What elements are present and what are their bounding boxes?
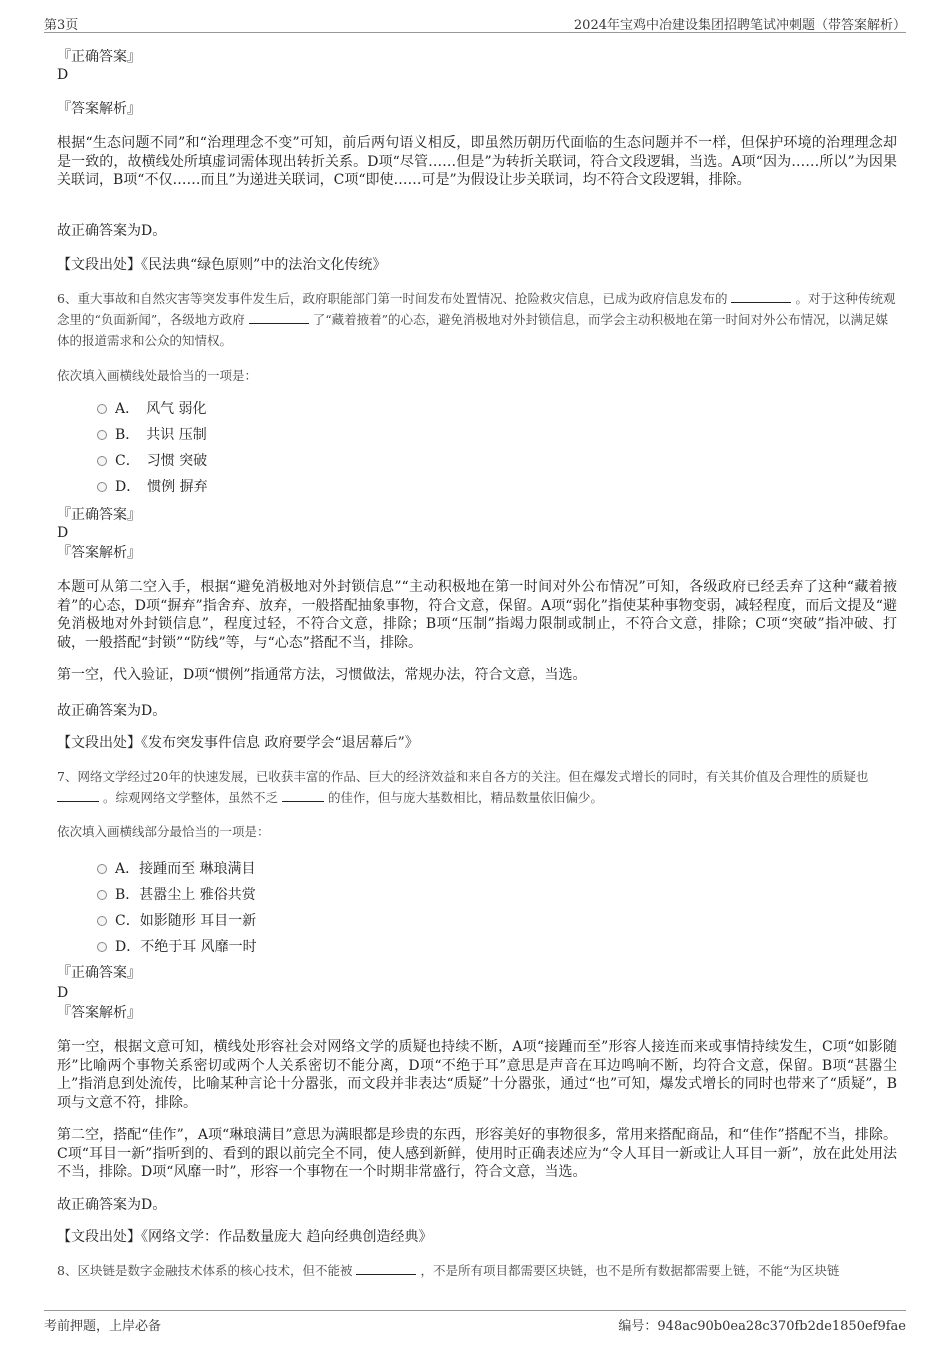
q7-stem-part-1: 7、网络文学经过20年的快速发展，已收获丰富的作品、巨大的经济效益和来自各方的关注。但在爆发式增长的同时，有关其价值及合理性的质疑也 [57,769,869,784]
q7-analysis-label: 『答案解析』 [57,1005,141,1021]
option-label: B．甚嚣尘上 雅俗共赏 [115,887,256,903]
q6-stem-part-3: 了“藏着掖着”的心态，避免消极地对外封锁信息，而学会主动积极地在第一时间对外公布情况，以满足媒体的报道需求和公众的知情权。 [57,312,889,348]
option-label: D． 惯例 摒弃 [115,479,208,495]
radio-icon[interactable] [97,456,107,466]
q7-option-c[interactable] [57,910,897,936]
q6-source: 【文段出处】《发布突发事件信息 政府要学会“退居幕后”》 [57,735,419,751]
q6-answer-label: 『正确答案』 [57,507,141,523]
q7-prompt: 依次填入画横线部分最恰当的一项是： [57,824,270,839]
option-label: C．如影随形 耳目一新 [115,913,257,929]
option-label: A．接踵而至 琳琅满目 [115,861,256,877]
q7-options [57,858,897,962]
q6-option-c[interactable] [57,450,897,476]
q7-blank-1 [57,789,99,802]
q7-stem-part-3: 的佳作，但与庞大基数相比，精品数量依旧偏少。 [327,790,603,805]
document-id: 编号：948ac90b0ea28c370fb2de1850ef9fae [618,1319,906,1334]
q8-stem-part-1: 8、区块链是数字金融技术体系的核心技术，但不能被 [57,1263,353,1278]
q7-conclusion: 故正确答案为D。 [57,1197,167,1213]
document-title: 2024年宝鸡中冶建设集团招聘笔试冲刺题（带答案解析） [573,18,906,33]
q5-analysis-text: 根据“生态问题不同”和“治理理念不变”可知，前后两句语义相反，即虽然历朝历代面临的生态问题并不一样，但保护环境的治理理念却是一致的，故横线处所填虚词需体现出转折关系。D项“尽管……但是”为转折关联词，符合文段逻辑，当选。A项“因为……所以”为因果关联词，B项“不仅……而且”为递进关联词，C项“即使……可是”为假设让步关联词，均不符合文段逻辑，排除。 [57,135,897,188]
radio-icon[interactable] [97,890,107,900]
q6-conclusion: 故正确答案为D。 [57,703,167,719]
radio-icon[interactable] [97,942,107,952]
q6-analysis-text-1: 本题可从第二空入手，根据“避免消极地对外封锁信息”“主动积极地在第一时间对外公布情况”可知，各级政府已经丢弃了这种“藏着掖着”的心态，D项“摒弃”指舍弃、放弃，一般搭配抽象事物，符合文意，保留。A项“弱化”指使某种事物变弱，减轻程度，而后文提及“避免消极地对外封锁信息”，程度过轻，不符合文意，排除；B项“压制”指竭力限制或制止，不符合文意，排除；C项“突破”指冲破、打破，一般搭配“封锁”“防线”等，与“心态”搭配不当，排除。 [57,579,897,651]
q7-source: 【文段出处】《网络文学：作品数量庞大 趋向经典创造经典》 [57,1229,433,1245]
q5-analysis-label: 『答案解析』 [57,101,141,117]
q6-blank-1 [731,290,791,303]
page-header [44,10,906,33]
q6-options [57,398,897,502]
q5-source: 【文段出处】《民法典“绿色原则”中的法治文化传统》 [57,257,387,273]
q5-answer: D [57,67,69,83]
q7-stem [57,766,897,808]
q7-blank-2 [282,789,324,802]
radio-icon[interactable] [97,864,107,874]
footer-slogan: 考前押题，上岸必备 [44,1319,162,1334]
q7-option-b[interactable] [57,884,897,910]
q6-analysis-label: 『答案解析』 [57,545,141,561]
radio-icon[interactable] [97,404,107,414]
option-label: B． 共识 压制 [115,427,207,443]
q6-option-a[interactable] [57,398,897,424]
q6-stem-part-2: 。对于这种传统观念里的“负面新闻”，各级地方政府 [57,291,896,327]
option-label: D．不绝于耳 风靡一时 [115,939,257,955]
radio-icon[interactable] [97,482,107,492]
q6-prompt: 依次填入画横线处最恰当的一项是： [57,368,258,383]
q8-stem [57,1260,897,1281]
option-label: C． 习惯 突破 [115,453,208,469]
radio-icon[interactable] [97,430,107,440]
q7-option-d[interactable] [57,936,897,962]
q8-blank-1 [356,1262,416,1275]
q7-answer: D [57,985,69,1001]
page-number: 第3页 [44,18,79,33]
q7-stem-part-2: 。综观网络文学整体，虽然不乏 [102,790,278,805]
page-footer [44,1310,906,1335]
radio-icon[interactable] [97,916,107,926]
q6-stem-part-1: 6、重大事故和自然灾害等突发事件发生后，政府职能部门第一时间发布处置情况、抢险救灾信息，已成为政府信息发布的 [57,291,728,306]
q7-option-a[interactable] [57,858,897,884]
q7-analysis-text-1: 第一空，根据文意可知，横线处形容社会对网络文学的质疑也持续不断，A项“接踵而至”形容人接连而来或事情持续发生，C项“如影随形”比喻两个事物关系密切或两个人关系密切不能分离，D项“不绝于耳”意思是声音在耳边鸣响不断，均符合文意，保留。B项“甚嚣尘上”指消息到处流传，比喻某种言论十分嚣张，而文段并非表达“质疑”十分嚣张，通过“也”可知，爆发式增长的同时也带来了“质疑”，B项与文意不符，排除。 [57,1039,897,1111]
q6-option-d[interactable] [57,476,897,502]
q6-option-b[interactable] [57,424,897,450]
q6-blank-2 [249,311,309,324]
q6-analysis-text-2: 第一空，代入验证，D项“惯例”指通常方法，习惯做法，常规办法，符合文意，当选。 [57,667,587,683]
q7-analysis-text-2: 第二空，搭配“佳作”，A项“琳琅满目”意思为满眼都是珍贵的东西，形容美好的事物很多，常用来搭配商品，和“佳作”搭配不当，排除。C项“耳目一新”指听到的、看到的跟以前完全不同，使人感到新鲜，使用时正确表述应为“令人耳目一新或让人耳目一新”，放在此处用法不当，排除。D项“风靡一时”，形容一个事物在一个时期非常盛行，符合文意，当选。 [57,1127,897,1180]
q5-answer-label: 『正确答案』 [57,49,141,65]
q5-conclusion: 故正确答案为D。 [57,223,167,239]
q8-stem-part-2: ，不是所有项目都需要区块链，也不是所有数据都需要上链，不能“为区块链 [420,1263,840,1278]
option-label: A． 风气 弱化 [115,401,207,417]
q6-answer: D [57,525,69,541]
q7-answer-label: 『正确答案』 [57,965,141,981]
q6-stem [57,288,897,351]
